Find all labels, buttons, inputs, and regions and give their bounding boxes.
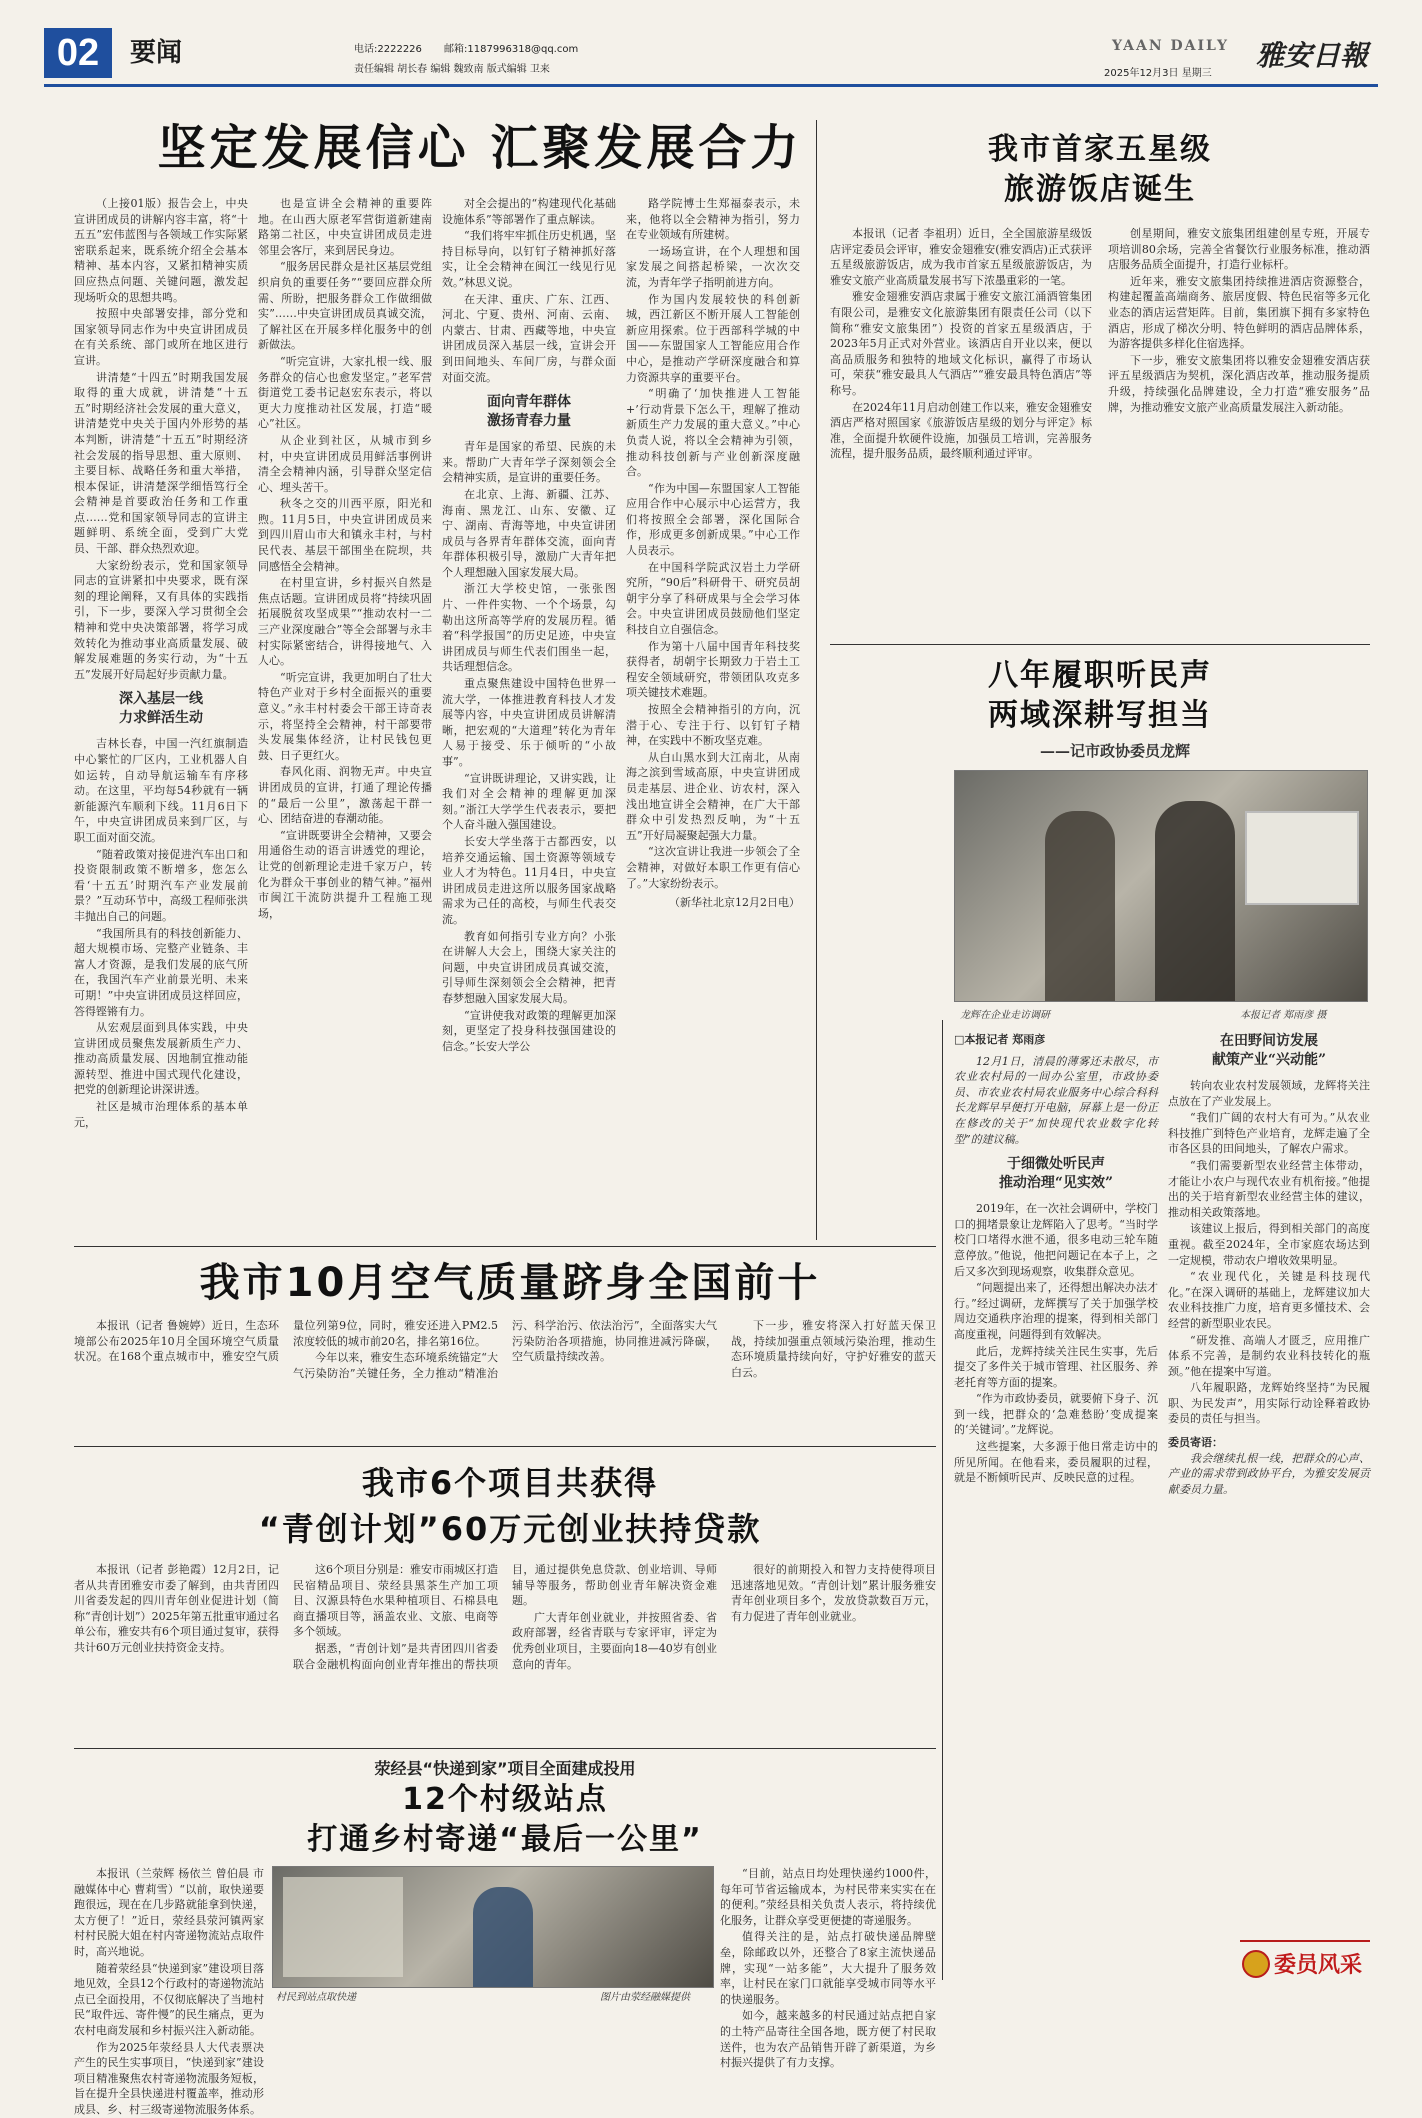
article6-column-left [74,1866,264,2116]
page-number: 02 [44,28,112,78]
photo-shelf [283,1877,403,1977]
article1-col3-body [442,196,616,385]
photo-member-visit [954,770,1368,1002]
article2-col2-body [1108,226,1370,415]
paragraph: “作为中国—东盟国家人工智能应用合作中心展示中心运营方，我们将按照全会部署，深化国际合作，形成更多创新成果。”中心工作人员表示。 [626,481,800,558]
paragraph: 本报讯（记者 李祖玥）近日，全全国旅游星级饭店评定委员会评审，雅安金翅雅安(雅安酒店)正式获评五星级旅游饭店，成为我市首家五星级旅游饭店，为雅安文旅产业高质量发展书写下浓墨重彩的一笔。 [830,227,1092,287]
paragraph: “问题提出来了，还得想出解决办法才行。”经过调研，龙辉撰写了关于加强学校周边交通秩序治理的提案，得到相关部门高度重视，问题得到有效解决。 [954,1281,1158,1341]
paragraph: 秋冬之交的川西平原，阳光和煦。11月5日，中央宣讲团成员来到四川眉山市大和镇永丰村，与村民代表、基层干部围坐在院坝，共同感悟全会精神。 [258,497,432,573]
article1-col1-body [74,196,248,682]
paragraph: （上接01版）报告会上，中央宣讲团成员的讲解内容丰富，将“十五五”宏伟蓝图与各领域工作实际紧密联系起来，既系统介绍全会基本精神、基本内容，又紧扣精神实质回应热点问题、关键问题，激发起现场听众的思想共鸣。 [74,197,248,304]
article3-quote-label: 委员寄语： [1168,1436,1223,1450]
headline-youth-loan: 我市6个项目共获得 “青创计划”60万元创业扶持贷款 [258,1464,762,1548]
photo-delivery-caption: 村民到站点取快递 [276,1992,356,2003]
paragraph: 很好的前期投入和智力支持使得项目迅速落地见效。“青创计划”累计服务雅安青年创业项目多个，发放贷款数百万元，有力促进了青年创业就业。 [731,1563,936,1623]
paragraph: “目前，站点日均处理快递约1000件，每年可节省运输成本，为村民带来实实在在的便利。”荥经县相关负责人表示，将持续优化服务，让群众享受更便捷的寄递服务。 [720,1867,936,1927]
paragraph: 大家纷纷表示，党和国家领导同志的宣讲紧扣中央要求，既有深刻的理论阐释，又有具体的实践指引，下一步，要深入学习贯彻全会精神和党中央决策部署，将学习成效转化为推动事业高质量发展、破解发展难题的务实行动，为“十五五”发展开好局起好步贡献力量。 [74,558,248,681]
headline-delivery: 12个村级站点 打通乡村寄递“最后一公里” [307,1782,703,1857]
article1-column-4 [626,196,800,1236]
photo-figure-1 [1045,811,1115,1001]
paragraph: 广大青年创业就业，并按照省委、省政府部署，经省青联与专家评审，评定为优秀创业项目，主要面向18—40岁有创业意向的青年。 [512,1610,717,1671]
paragraph: “我们将牢牢抓住历史机遇，坚持目标导向，以钉钉子精神抓好落实，让全会精神在闽江一线见行见效。”林思义说。 [442,229,616,289]
paragraph: 八年履职路，龙辉始终坚持“为民履职、为民发声”，用实际行动诠释着政协委员的责任与担当。 [1168,1381,1370,1426]
paragraph: “这次宣讲让我进一步领会了全会精神，对做好本职工作更有信心了。”大家纷纷表示。 [626,845,800,890]
paragraph: 创星期间，雅安文旅集团组建创星专班，开展专项培训80余场，完善全省餐饮行业服务标准，推动酒店服务品质全面提升，打造行业标杆。 [1108,227,1370,272]
column-badge-name: 委员风采 [1274,1953,1363,1978]
photo-figure-2 [1155,801,1235,1001]
photo-delivery-credit: 图片由荥经融媒提供 [600,1992,690,2003]
paragraph: 雅安金翅雅安酒店隶属于雅安文旅江涌酒管集团有限公司，是雅安文化旅游集团有限责任公司（以下简称“雅安文旅集团”）投资的首家五星级酒店，于2023年5月正式对外营业。该酒店自开业以来，便以高品质服务和独特的地域文化标识，赢得了市场认可，荣获“雅安最具人气酒店”“雅安最具特色酒店”等称号。 [830,290,1092,397]
paragraph: 重点聚焦建设中国特色世界一流大学，一体推进教育科技人才发展等内容，中央宣讲团成员讲解清晰，把宏观的“大道理”转化为青年人易于接受、乐于倾听的“小故事”。 [442,677,616,768]
paragraph: 路学院博士生郑福泰表示，未来，他将以全会精神为指引，努力在专业领域有所建树。 [626,197,800,242]
paragraph: “我们广阔的农村大有可为。”从农业科技推广到特色产业培育，龙辉走遍了全市各区县的田间地头，了解农户需求。 [1168,1111,1370,1156]
article5-paragraphs [74,1562,936,1672]
divider-horizontal-air [74,1246,936,1247]
photo-member-credit: 本报记者 郑雨彦 摄 [1240,1010,1327,1021]
paragraph: “作为市政协委员，就要俯下身子、沉到一线，把群众的‘急难愁盼’变成提案的‘关键词’。”龙辉说。 [954,1392,1158,1437]
article5-body [74,1562,936,1742]
paragraph: 浙江大学校史馆，一张张图片、一件件实物、一个个场景，勾勒出这所高等学府的发展历程。循着“科学报国”的历史足迹，中央宣讲团成员与师生代表们围坐一起，共话理想信念。 [442,582,616,674]
paper-logo: 雅安日報 [1256,39,1369,72]
paragraph: 这6个项目分别是：雅安市雨城区打造民宿精品项目、荥经县黑茶生产加工项目、汉源县特色水果种植项目、石棉县电商直播项目等，涵盖农业、文旅、电商等多个领域。 [293,1563,498,1639]
paragraph: 本报讯（兰荥辉 杨依兰 曾伯晨 市融媒体中心 曹莉雪）“以前，取快递要跑很远，现在在几步路就能拿到快递，太方便了！”近日，荥经县荥河镇两家村村民脱大姐在村内寄递物流站点取件时，高兴地说。 [74,1867,264,1958]
article6-column-right [720,1866,936,2070]
paragraph: 在北京、上海、新疆、江苏、海南、黑龙江、山东、安徽、辽宁、湖南、青海等地，中央宣讲团成员与各界青年群体交流，面向青年群体积极引导，激励广大青年把个人理想融入国家发展大局。 [442,487,616,579]
column-badge [1240,1940,1370,1982]
delivery-kicker: 荥经县“快递到家”项目全面建成投用 [374,1759,636,1778]
article1-col2-body [258,196,432,921]
paragraph: 值得关注的是，站点打破快递品牌壁垒，除邮政以外，还整合了8家主流快递品牌，实现“一站多能”，大大提升了服务效率，让村民在家门口就能享受城市同等水平的快递服务。 [720,1930,936,2006]
article4-paragraphs [74,1318,936,1381]
divider-horizontal-right [830,644,1370,645]
paragraph: “研发推、高端人才匮乏，应用推广体系不完善，是制约农业科技转化的瓶颈。”他在提案中写道。 [1168,1333,1370,1378]
paragraph: 在天津、重庆、广东、江西、河北、宁夏、贵州、河南、云南、内蒙古、甘肃、西藏等地，中央宣讲团成员深入基层一线，宣讲会开到田间地头、车间厂房，与群众面对面交流。 [442,292,616,384]
article1-col1b-body [74,736,248,1130]
paragraph: 下一步，雅安将深入打好蓝天保卫战，持续加强重点领域污染治理，推动生态环境质量持续向好，守护好雅安的蓝天白云。 [731,1319,936,1379]
paragraph: 据悉，“青创计划”是共青团四川省委联合金融机构面向创业青年推出的帮扶项目，通过提供免息贷款、创业培训、导师辅导等服务，帮助创业青年解决资金难题。 [293,1563,717,1671]
photo-member-caption: 龙辉在企业走访调研 [960,1010,1050,1021]
divider-vertical-right [942,1020,943,1980]
paragraph: 作为2025年荥经县人大代表票决产生的民生实事项目，“快递到家”建设项目精准聚焦农村寄递物流服务短板，旨在提升全县快递进村覆盖率，推动形成县、乡、村三级寄递物流服务体系。 [74,2040,264,2116]
divider-horizontal-delivery [74,1748,936,1749]
article3-right-body [1168,1078,1370,1427]
email: 邮箱:1187996318@qq.com [444,44,579,55]
masthead [44,20,1378,90]
article3-right-column [1168,1032,1370,1932]
paragraph: 长安大学坐落于古都西安，以培养交通运输、国土资源等领域专业人才为特色。11月4日，中央宣讲团成员走进这所以服务国家战略需求为己任的高校，与师生代表交流。 [442,834,616,926]
paragraph: “服务居民群众是社区基层党组织肩负的重要任务”“要回应群众所需、所盼，把服务群众工作做细做实”……中央宣讲团成员真诚交流，了解社区在开展多样化服务中的创新做法。 [258,260,432,352]
paragraph: 这些提案，大多源于他日常走访中的所见所闻。在他看来，委员履职的过程，就是不断倾听民声、反映民意的过程。 [954,1440,1158,1485]
article6-right-body [720,1866,936,2071]
article4-body [74,1318,936,1440]
article3-quote: 我会继续扎根一线，把群众的心声、产业的需求带到政协平台，为雅安发展贡献委员力量。 [1168,1451,1370,1496]
divider-vertical-main [816,120,817,1240]
paragraph: 在2024年11月启动创建工作以来，雅安金翅雅安酒店严格对照国家《旅游饭店星级的划分与评定》标准，全面提升软硬件设施，加强员工培训，完善服务流程，提升服务品质，最终顺利通过评审。 [830,400,1092,461]
paragraph: 按照中央部署安排，部分党和国家领导同志作为中央宣讲团成员在有关系统、部门或所在地区进行宣讲。 [74,307,248,367]
paragraph: 此后，龙辉持续关注民生实事，先后提交了多件关于城市管理、社区服务、养老托育等方面的提案。 [954,1344,1158,1389]
article2-column-2 [1108,226,1370,636]
masthead-rule [44,84,1378,87]
headline-main: 坚定发展信心 汇聚发展合力 [157,120,803,176]
paragraph: “农业现代化，关键是科技现代化。”在深入调研的基础上，龙辉建议加大农业科技推广力度，培育更多懂技术、会经营的新型职业农民。 [1168,1270,1370,1330]
paragraph: 在中国科学院武汉岩土力学研究所，“90后”科研骨干、研究员胡朝宇分享了科研成果与全会学习体会。中央宣讲团成员鼓励他们坚定科技自立自强信念。 [626,560,800,637]
headline-member-subtitle: ——记市政协委员龙辉 [1040,742,1191,760]
paragraph: 吉林长春，中国一汽红旗制造中心繁忙的厂区内，工业机器人自如运转，自动导航运输车有序移动。在这里，平均每54秒就有一辆新能源汽车顺利下线。11月6日下午，中央宣讲团成员来到厂区，与职工面对面交流。 [74,737,248,844]
article3-subheading-left: 于细微处听民声 推动治理“见实效” [998,1156,1114,1192]
section-name: 要闻 [130,38,183,68]
paragraph: 2019年，在一次社会调研中，学校门口的拥堵景象让龙辉陷入了思考。“当时学校门口堵得水泄不通，很多电动三轮车随意停放。”他说，他把问题记在本子上，之后又多次到现场观察，收集群众意见。 [954,1202,1158,1278]
paragraph: 按照全会精神指引的方向，沉潜于心、专注于行、以钉钉子精神，在实践中不断攻坚克难。 [626,703,800,748]
paragraph: 从白山黑水到大江南北，从南海之滨到雪域高原，中央宣讲团成员走基层、进企业、访农村，深入浅出地宣讲全会精神，在广大干部群众中引发热烈反响，为“十五五”开好局凝聚起强大力量。 [626,750,800,842]
paragraph: 今年以来，雅安生态环境系统锚定“大气污染防治”关键任务，全力推动“精准治污、科学治污、依法治污”，全面落实大气污染防治各项措施，协同推进减污降碳，空气质量持续改善。 [293,1319,717,1380]
article1-column-3 [442,196,616,1236]
headline-air-quality: 我市10月空气质量跻身全国前十 [199,1260,821,1306]
paragraph: 在村里宣讲，乡村振兴自然是焦点话题。宣讲团成员将“持续巩固拓展脱贫攻坚成果”“推动农村一二三产业深度融合”等全会部署与永丰村实际紧密结合，讲得接地气、入人心。 [258,576,432,668]
paragraph: “宣讲使我对政策的理解更加深刻，更坚定了投身科技强国建设的信念。”长安大学公 [442,1008,616,1053]
paragraph: 下一步，雅安文旅集团将以雅安金翅雅安酒店获评五星级酒店为契机，深化酒店改革，推动服务提质升级，持续强化品牌建设，全力打造“雅安服务”品牌，为推动雅安文旅产业高质量发展注入新动能。 [1108,353,1370,414]
paragraph: 随着荥经县“快递到家”建设项目落地见效，全县12个行政村的寄递物流站点已全面投用，不仅彻底解决了当地村民“取件远、寄件慢”的民生痛点，更为农村电商发展和乡村振兴注入新动能。 [74,1961,264,2037]
paragraph: “听完宣讲，大家扎根一线、服务群众的信心也愈发坚定。”老军营街道党工委书记赵宏东表示，将以更大力度推动社区发展，打造“暖心”社区。 [258,354,432,431]
paragraph: “随着政策对接促进汽车出口和投资限制政策不断增多，您怎么看‘十五五’时期汽车产业发展前景？”互动环节中，高级工程师张洪丰抛出自己的问题。 [74,847,248,923]
paragraph: “宣讲既讲理论，又讲实践，让我们对全会精神的理解更加深刻。”浙江大学学生代表表示，要把个人奋斗融入强国建设。 [442,771,616,832]
article3-byline: □本报记者 郑雨彦 [954,1033,1046,1046]
article1-column-1 [74,196,248,1236]
article1-subheading-2: 面向青年群体 激扬青春力量 [487,394,571,430]
divider-horizontal-youth [74,1446,936,1447]
article1-column-2 [258,196,432,1236]
photo-delivery-station [272,1866,714,1988]
headline-hotel: 我市首家五星级 旅游饭店诞生 [988,132,1212,207]
paragraph: 作为第十八届中国青年科技奖获得者，胡朝宇长期致力于岩土工程安全领域研究，带领团队攻克多项关键技术难题。 [626,639,800,700]
badge-emblem-icon [1242,1950,1270,1978]
photo-notice-board [1245,811,1359,905]
paragraph: 讲清楚“十四五”时期我国发展取得的重大成就，讲清楚“十五五”时期经济社会发展的重大意义，讲清楚党中央关于国内外形势的基本判断，讲清楚“十五五”时期经济社会发展的指导思想、重大原则、主要目标、战略任务和重大举措，根本保证，讲清楚深学细悟笃行全会精神是首要政治任务和工作重点……党和国家领导同志的宣讲主题鲜明、系统全面，受到广大党员、干部、群众热烈欢迎。 [74,370,248,556]
photo-worker [473,1887,533,1987]
paragraph: “听完宣讲，我更加明白了壮大特色产业对于乡村全面振兴的重要意义。”永丰村村委会干部王诗奇表示，将坚持全会精神，村干部要带头发展集体经济，让村民钱包更鼓、日子更红火。 [258,670,432,762]
paragraph: “我国所具有的科技创新能力、超大规模市场、完整产业链条、丰富人才资源，是我们发展的底气所在，我国汽车产业前景光明、未来可期！”中央宣讲团成员这样回应，答得铿锵有力。 [74,926,248,1018]
paragraph: 本报讯（记者 彭艳霞）12月2日，记者从共青团雅安市委了解到，由共青团四川省委发起的四川青年创业促进计划（简称“青创计划”）2025年第五批重审通过名单公布，雅安共有6个项目通过复审，获得共计60万元创业扶持资金支持。 [74,1563,279,1654]
paragraph: 一场场宣讲，在个人理想和国家发展之间搭起桥梁，一次次交流，为青年学子指明前进方向。 [626,244,800,289]
headline-member: 八年履职听民声 两域深耕写担当 [988,658,1212,733]
article3-subheading-right: 在田野间访发展 献策产业“兴动能” [1211,1033,1327,1068]
article1-col3b-body [442,439,616,1054]
paragraph: 作为国内发展较快的科创新城，西江新区不断开展人工智能创新应用探索。位于西部科学城的中国——东盟国家人工智能应用合作中心，是推动产学研深度融合和算力资源共享的重要平台。 [626,292,800,384]
paragraph: 本报讯（记者 鲁婉婷）近日，生态环境部公布2025年10月全国环境空气质量状况。在168个重点城市中，雅安空气质量位列第9位，同时，雅安还进入PM2.5浓度较低的城市前20名，排名第16位。 [74,1319,498,1364]
paper-english-name: YAAN DAILY [1112,38,1229,54]
paragraph: “明确了‘加快推进人工智能+’行动背景下怎么干，理解了推动新质生产力发展的重大意义。”中心负责人说，将以全会精神为引领，推动科技创新与产业创新深度融合。 [626,387,800,479]
paragraph: “我们需要新型农业经营主体带动，才能让小农户与现代农业有机衔接。”他提出的关于培育新型农业经营主体的建议，推动相关政策落地。 [1168,1158,1370,1219]
paragraph: 春风化雨、润物无声。中央宣讲团成员的宣讲，打通了理论传播的“最后一公里”，激荡起干群一心、团结奋进的春潮动能。 [258,765,432,826]
editors: 责任编辑 胡长春 编辑 魏致南 版式编辑 卫来 [354,64,550,75]
paragraph: “宣讲既要讲全会精神，又要会用通俗生动的语言讲透党的理论，让党的创新理论走进千家万户，转化为群众干事创业的精气神。”福州市闽江干流防洪提升工程施工现场， [258,828,432,920]
paragraph: 如今，越来越多的村民通过站点把自家的土特产品寄往全国各地，既方便了村民取送件，也为农产品销售开辟了新渠道，为乡村振兴提供了有力支撑。 [720,2009,936,2070]
article2-col1-body [830,226,1092,462]
article3-intro: 12月1日，清晨的薄雾还未散尽，市农业农村局的一间办公室里，市政协委员、市农业农村局农业服务中心综合科科长龙辉早早便打开电脑，屏幕上是一份正在修改的关于“加快现代农业数字化转型”的建议稿。 [954,1054,1158,1146]
article1-subheading-1: 深入基层一线 力求鲜活生动 [119,691,203,727]
article1-col4-body [626,196,800,891]
paragraph: 近年来，雅安文旅集团持续推进酒店资源整合，构建起覆盖高端商务、旅居度假、特色民宿等多元化业态的酒店运营矩阵。目前，集团旗下拥有多家特色酒店，形成了梯次分明、特色鲜明的酒店品牌体系，为游客提供多样化住宿选择。 [1108,274,1370,351]
issue-date: 2025年12月3日 星期三 [1104,68,1212,79]
paragraph: 对全会提出的“构建现代化基础设施体系”等部署作了重点解读。 [442,197,616,226]
paragraph: 教育如何指引专业方向？小张在讲解人大会上，围绕大家关注的问题，中央宣讲团成员真诚交流，引导师生深刻领会全会精神，把青春梦想融入国家发展大局。 [442,929,616,1005]
paragraph: 该建议上报后，得到相关部门的高度重视。截至2024年，全市家庭农场达到一定规模，带动农户增收效果明显。 [1168,1222,1370,1267]
paragraph: 社区是城市治理体系的基本单元， [74,1100,248,1129]
paragraph: 也是宣讲全会精神的重要阵地。在山西大原老军营街道新建南路第二社区，中央宣讲团成员走进邻里会客厅，来到居民身边。 [258,197,432,257]
paragraph: 转向农业农村发展领域，龙辉将关注点放在了产业发展上。 [1168,1079,1370,1108]
article3-left-body [954,1201,1158,1486]
paragraph: 青年是国家的希望、民族的未来。帮助广大青年学子深刻领会全会精神实质，是宣讲的重要任务。 [442,440,616,485]
article1-source: （新华社北京12月2日电） [669,896,800,910]
paragraph: 从宏观层面到具体实践，中央宣讲团成员聚焦发展新质生产力、推动高质量发展、因地制宜推动能源转型、推进中国式现代化建设，把党的创新理论讲深讲透。 [74,1021,248,1097]
article6-left-body [74,1866,264,2118]
phone: 电话:2222226 [354,44,422,55]
paragraph: 从企业到社区，从城市到乡村，中央宣讲团成员用鲜活事例讲清全会精神内涵，引导群众坚定信心、埋头苦干。 [258,433,432,494]
article2-column-1 [830,226,1092,636]
article3-left-column [954,1032,1158,1932]
